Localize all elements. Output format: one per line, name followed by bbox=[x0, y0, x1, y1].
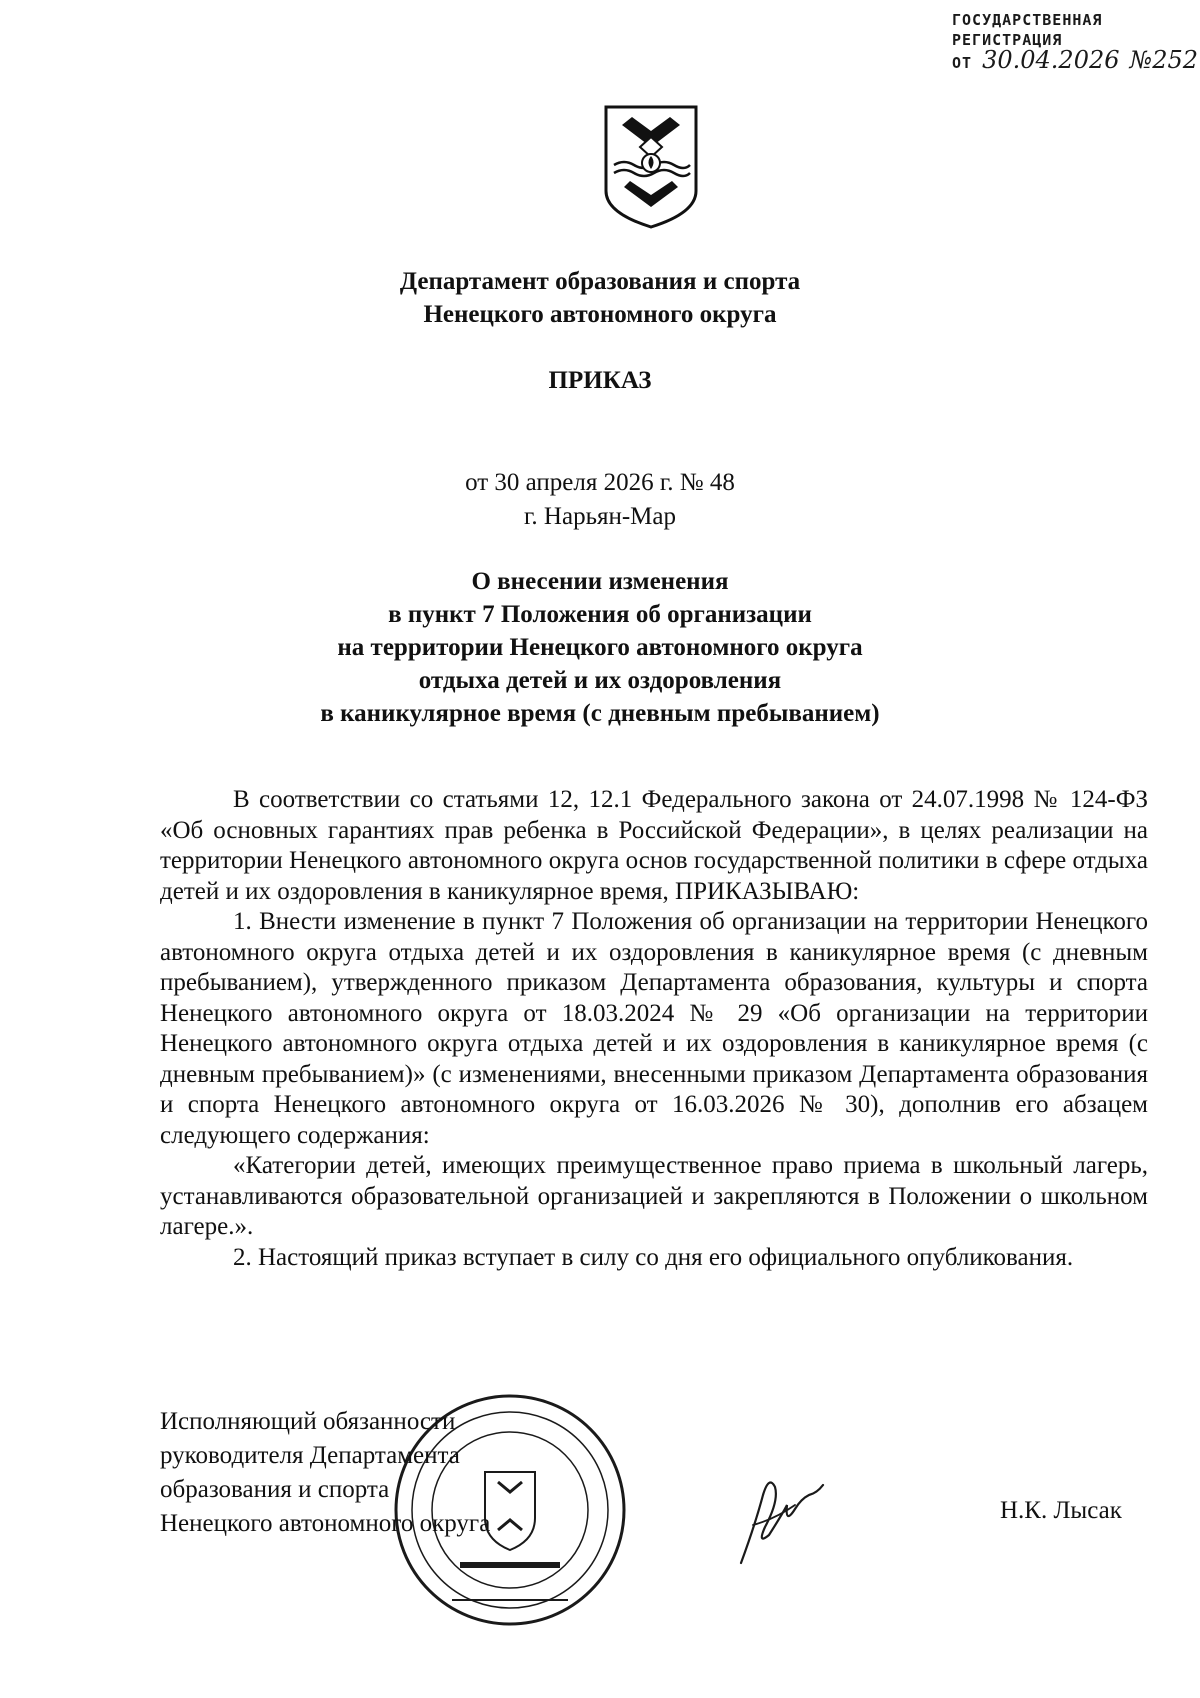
body-paragraph-item2: 2. Настоящий приказ вступает в силу со дня его официального опубликования. bbox=[233, 1243, 1074, 1271]
document-date-block bbox=[0, 466, 1200, 534]
signature-position bbox=[160, 1405, 490, 1541]
registration-line1: ГОСУДАРСТВЕННАЯ bbox=[952, 11, 1103, 29]
signature-position-line2: руководителя Департамента bbox=[160, 1442, 460, 1469]
subject-line4: отдыха детей и их оздоровления bbox=[418, 667, 782, 694]
signature-position-line3: образования и спорта bbox=[160, 1476, 390, 1503]
signature-position-line4: Ненецкого автономного округа bbox=[160, 1510, 491, 1537]
body-paragraph-quote: «Категории детей, имеющих преимущественное право приема в школьный лагерь, устанавливаются образовательной организацией и закрепляются в Положении о школьном лагере.». bbox=[160, 1152, 1148, 1240]
body-paragraph-preamble: В соответствии со статьями 12, 12.1 Федерального закона от 24.07.1998 № 124-ФЗ «Об основных гарантиях прав ребенка в Российской Федерации», в целях реализации на территории Ненецкого автономного округа основ государственной политики в сфере отдыха детей и их оздоровления в каникулярное время, ПРИКАЗЫВАЮ: bbox=[160, 786, 1148, 905]
document-date: от 30 апреля 2026 г. № 48 bbox=[465, 469, 735, 496]
registration-line2: РЕГИСТРАЦИЯ bbox=[952, 31, 1063, 49]
document-subject bbox=[0, 565, 1200, 730]
document-city: г. Нарьян-Мар bbox=[523, 503, 676, 530]
registration-stamp bbox=[952, 10, 1199, 74]
document-body bbox=[160, 785, 1148, 1273]
signer-name: Н.К. Лысак bbox=[1000, 1497, 1122, 1524]
registration-line3 bbox=[952, 46, 1199, 74]
registration-date: 30.04.2026 bbox=[982, 46, 1120, 74]
department-line2: Ненецкого автономного округа bbox=[423, 301, 777, 328]
registration-prefix: ОТ bbox=[952, 54, 973, 72]
coat-of-arms-icon bbox=[602, 103, 700, 231]
subject-line1: О внесении изменения bbox=[471, 568, 729, 595]
subject-line2: в пункт 7 Положения об организации bbox=[388, 601, 812, 628]
department-line1: Департамент образования и спорта bbox=[399, 268, 801, 295]
subject-line5: в каникулярное время (с дневным пребыванием) bbox=[320, 700, 880, 727]
signature-position-line1: Исполняющий обязанности bbox=[160, 1408, 456, 1435]
document-type: ПРИКАЗ bbox=[548, 367, 652, 394]
subject-line3: на территории Ненецкого автономного округа bbox=[337, 634, 863, 661]
handwritten-signature bbox=[735, 1465, 830, 1570]
department-name bbox=[0, 265, 1200, 331]
body-paragraph-item1: 1. Внести изменение в пункт 7 Положения об организации на территории Ненецкого автономного округа отдыха детей и их оздоровления в каникулярное время (с дневным пребыванием), утвержденного приказом Департамента образования, культуры и спорта Ненецкого автономного округа от 18.03.2024 № 29 «Об организации на территории Ненецкого автономного округа отдыха детей и их оздоровления в каникулярное время (с дневным пребыванием)» (с изменениями, внесенными приказом Департамента образования и спорта Ненецкого автономного округа от 16.03.2026 № 30), дополнив его абзацем следующего содержания: bbox=[160, 908, 1148, 1149]
registration-number: №252 bbox=[1129, 46, 1199, 74]
